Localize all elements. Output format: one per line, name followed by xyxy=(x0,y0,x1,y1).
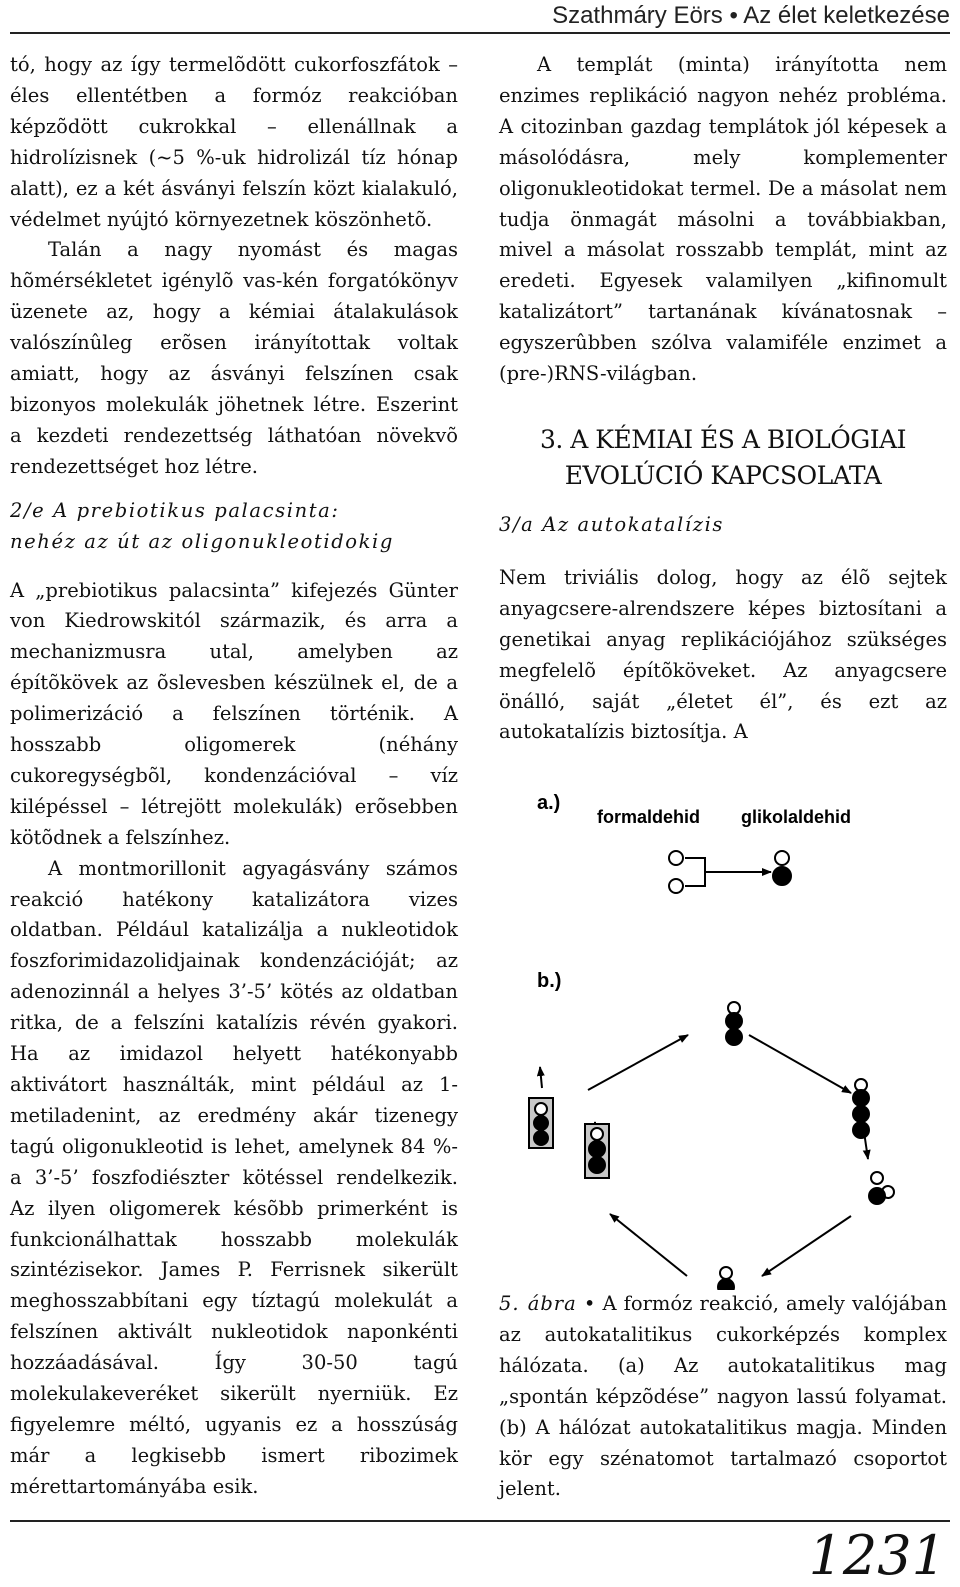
figure-caption xyxy=(499,1289,947,1505)
carbon-circle-filled xyxy=(726,1029,742,1045)
panel-b-network xyxy=(529,1002,894,1290)
label-a: a.) xyxy=(537,792,561,814)
section-heading-line: EVOLÚCIÓ KAPCSOLATA xyxy=(564,460,882,490)
caption-text: • A formóz reakció, amely valójában az autokatalitikus cukorképzés komplex hálózata. (a) Az autokatalitikus mag „spontán képzõdése” nagyon lassú folyamat. (b) A hálózat autokatalitikus magja. Minden kör egy szénatomot tartalmazó csoportot jelent. xyxy=(499,1292,947,1501)
paragraph: tó, hogy az így termelõdött cukorfoszfátok – éles ellentétben a formóz reakcióban képzõdött cukrokkal – ellenállnak a hidrolízisnek (~5 %-uk hidrolizál tíz hónap alatt), ez a két ásványi felszín közt kialakuló, védelmet nyújtó környezetnek köszönhetõ. xyxy=(10,53,458,231)
subheading-2e xyxy=(10,496,458,558)
left-column xyxy=(10,50,458,1503)
network-arrow xyxy=(540,1067,542,1088)
carbon-circle-filled xyxy=(853,1090,869,1106)
network-arrow xyxy=(762,1216,851,1276)
carbon-circle-filled xyxy=(589,1141,605,1157)
footer-rule xyxy=(10,1520,950,1522)
paragraph: A „prebiotikus palacsinta” kifejezés Günter von Kiedrowskitól származik, és arra a mechanizmusra utal, amelyben az építõkövek az õslevesben készülnek el, de a polimerizáció a felszínen történik. A hosszabb oligomerek (néhány cukoregységbõl, kondenzációval – víz kilépéssel – létrejött molekulák) erõsebben kötõdnek a felszínhez. xyxy=(10,578,458,849)
carbon-circle-filled xyxy=(853,1122,869,1138)
carbon-circle-open xyxy=(775,851,789,865)
paragraph: Talán a nagy nyomást és magas hõmérsékletet igénylõ vas-kén forgatókönyv üzenete az, hogy a kémiai átalakulások valószínûleg erõsen irányítottak voltak amiatt, hogy az ásványi felszínen csak bizonyos molekulák jöhetnek létre. Eszerint a kezdeti rendezettség láthatóan növekvõ rendezettséget hoz létre. xyxy=(10,238,458,478)
header-rule xyxy=(10,32,950,34)
panel-a-reaction xyxy=(669,851,791,893)
carbon-circle-filled xyxy=(534,1116,548,1130)
carbon-circle-filled xyxy=(589,1157,605,1173)
label-glycolaldehyde: glikolaldehid xyxy=(741,807,852,827)
caption-label: 5. ábra xyxy=(499,1292,577,1315)
right-column xyxy=(499,50,947,748)
section-heading-3 xyxy=(499,422,947,494)
carbon-circle-filled xyxy=(534,1131,548,1145)
paragraph: Nem triviális dolog, hogy az élõ sejtek anyagcsere-alrendszere képes biztosítani a genetikai anyag replikációjához szükséges megfelelõ építõköveket. Az anyagcsere önálló, saját „életet él”, és ezt az autokatalízis biztosítja. A xyxy=(499,565,947,744)
carbon-circle-filled xyxy=(853,1106,869,1122)
bracket xyxy=(685,858,705,886)
carbon-circle-open xyxy=(669,879,683,893)
carbon-circle-open xyxy=(669,851,683,865)
paragraph: A templát (minta) irányította nem enzimes replikáció nagyon nehéz probléma. A citozinban gazdag templátok jól képesek a másolódásra, mely komplementer oligonukleotidokat termel. De a másolat nem tudja önmagát másolni a továbbiakban, mivel a másolat rosszabb templát, mint az eredeti. Egyesek valamilyen „kifinomult katalizátort” tartanának kívánatosnak – egyszerûbben szólva valamiféle enzimet a (pre-)RNS-világban. xyxy=(499,53,947,386)
subheading-line: nehéz az út az oligonukleotidokig xyxy=(10,529,394,553)
carbon-circle-open xyxy=(871,1172,883,1184)
page-number: 1231 xyxy=(808,1524,946,1587)
carbon-circle-filled xyxy=(773,867,791,885)
running-head: Szathmáry Eörs • Az élet keletkezése xyxy=(552,2,950,29)
subheading-3a: 3/a Az autokatalízis xyxy=(499,512,725,536)
network-arrow xyxy=(610,1214,687,1276)
paragraph: A montmorillonit agyagásvány számos reakció hatékony katalizátora vizes oldatban. Például katalizálja a nukleotidok foszforimidazolidjainak kondenzációját; az adenozinnál a helyes 3’-5’ kötés az oldatban ritka, de a felszíni katalízis révén gyakori. Ha az imidazol helyett hatékonyabb aktivátort használták, mint például az 1-metiladenint, az eredmény akár tizenegy tagú oligonukleotid is lehet, amelynek 84 %-a 3’-5’ foszfodiészter kötéssel rendelkezik. Az ilyen oligomerek késõbb primerként is funkcionálhattak hosszabb molekulák szintézisekor. James P. Ferrisnek sikerült meghosszabbítani egy tíztagú molekulát a felszínen aktivált nukleotidok naponkénti hozzáadásával. Így 30-50 tagú molekulakeveréket sikerült nyerniük. Ez figyelemre méltó, ugyanis ez a hosszúság már a legkisebb ismert ribozimek mérettartományába esik. xyxy=(10,856,458,1498)
figure-5-formose-diagram xyxy=(499,782,947,1290)
network-arrow xyxy=(588,1035,688,1090)
label-formaldehyde: formaldehid xyxy=(597,807,701,827)
carbon-circle-filled xyxy=(869,1188,885,1204)
section-heading-line: 3. A KÉMIAI ÉS A BIOLÓGIAI xyxy=(539,424,907,454)
subheading-line: 2/e A prebiotikus palacsinta: xyxy=(10,498,340,522)
network-arrow xyxy=(749,1035,851,1093)
carbon-circle-open xyxy=(720,1267,732,1279)
carbon-circle-open xyxy=(591,1128,603,1140)
carbon-circle-filled xyxy=(726,1013,742,1029)
label-b: b.) xyxy=(537,970,562,992)
carbon-circle-open xyxy=(535,1103,547,1115)
